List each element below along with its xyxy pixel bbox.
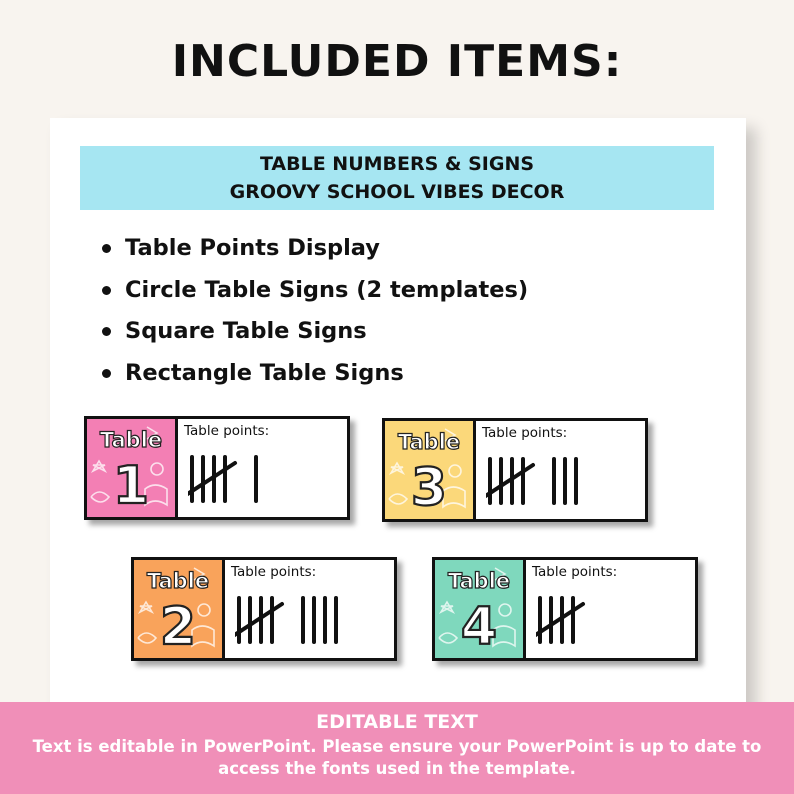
tally-marks [536,592,696,652]
bullet-icon [102,286,111,295]
points-area [476,421,645,519]
table-number: 3 [410,458,448,518]
table-card-4 [432,557,698,661]
list-item: Table Points Display [102,228,528,270]
table-number: 2 [159,597,197,657]
included-items-list [102,228,528,394]
title-banner [80,146,714,210]
doodle-pattern-icon [385,421,473,519]
points-label: Table points: [482,425,568,441]
points-area [225,560,394,658]
tally-marks [235,592,395,652]
list-item: Rectangle Table Signs [102,353,528,395]
tally-cross-stroke [536,604,583,636]
table-number: 4 [460,597,498,657]
points-area [178,419,347,517]
table-number-tile [385,421,476,519]
banner-line-1: TABLE NUMBERS & SIGNS [259,153,535,175]
page-headline: INCLUDED ITEMS: [171,36,623,87]
bullet-icon [102,327,111,336]
table-word: Table [447,569,511,593]
table-number-tile [87,419,178,517]
editable-text-footer [0,702,794,794]
table-card-3 [382,418,648,522]
banner-line-2: GROOVY SCHOOL VIBES DECOR [229,181,565,203]
footer-body: Text is editable in PowerPoint. Please ensure your PowerPoint is up to date to access the fonts used in the template. [32,737,762,778]
points-label: Table points: [231,564,317,580]
points-label: Table points: [184,423,270,439]
doodle-pattern-icon [435,560,523,658]
table-word: Table [99,428,163,452]
table-card-2 [131,557,397,661]
bullet-icon [102,244,111,253]
table-card-1 [84,416,350,520]
tally-marks [486,453,646,513]
doodle-pattern-icon [87,419,175,517]
list-item: Square Table Signs [102,311,528,353]
table-number: 1 [112,456,150,516]
tally-cross-stroke [235,604,282,636]
points-area [526,560,695,658]
tally-cross-stroke [188,463,235,495]
bullet-icon [102,369,111,378]
points-label: Table points: [532,564,618,580]
tally-marks [188,451,348,511]
table-number-tile [134,560,225,658]
table-word: Table [146,569,210,593]
footer-title: EDITABLE TEXT [316,711,478,733]
list-item: Circle Table Signs (2 templates) [102,270,528,312]
table-number-tile [435,560,526,658]
table-word: Table [397,430,461,454]
tally-cross-stroke [486,465,533,497]
doodle-pattern-icon [134,560,222,658]
